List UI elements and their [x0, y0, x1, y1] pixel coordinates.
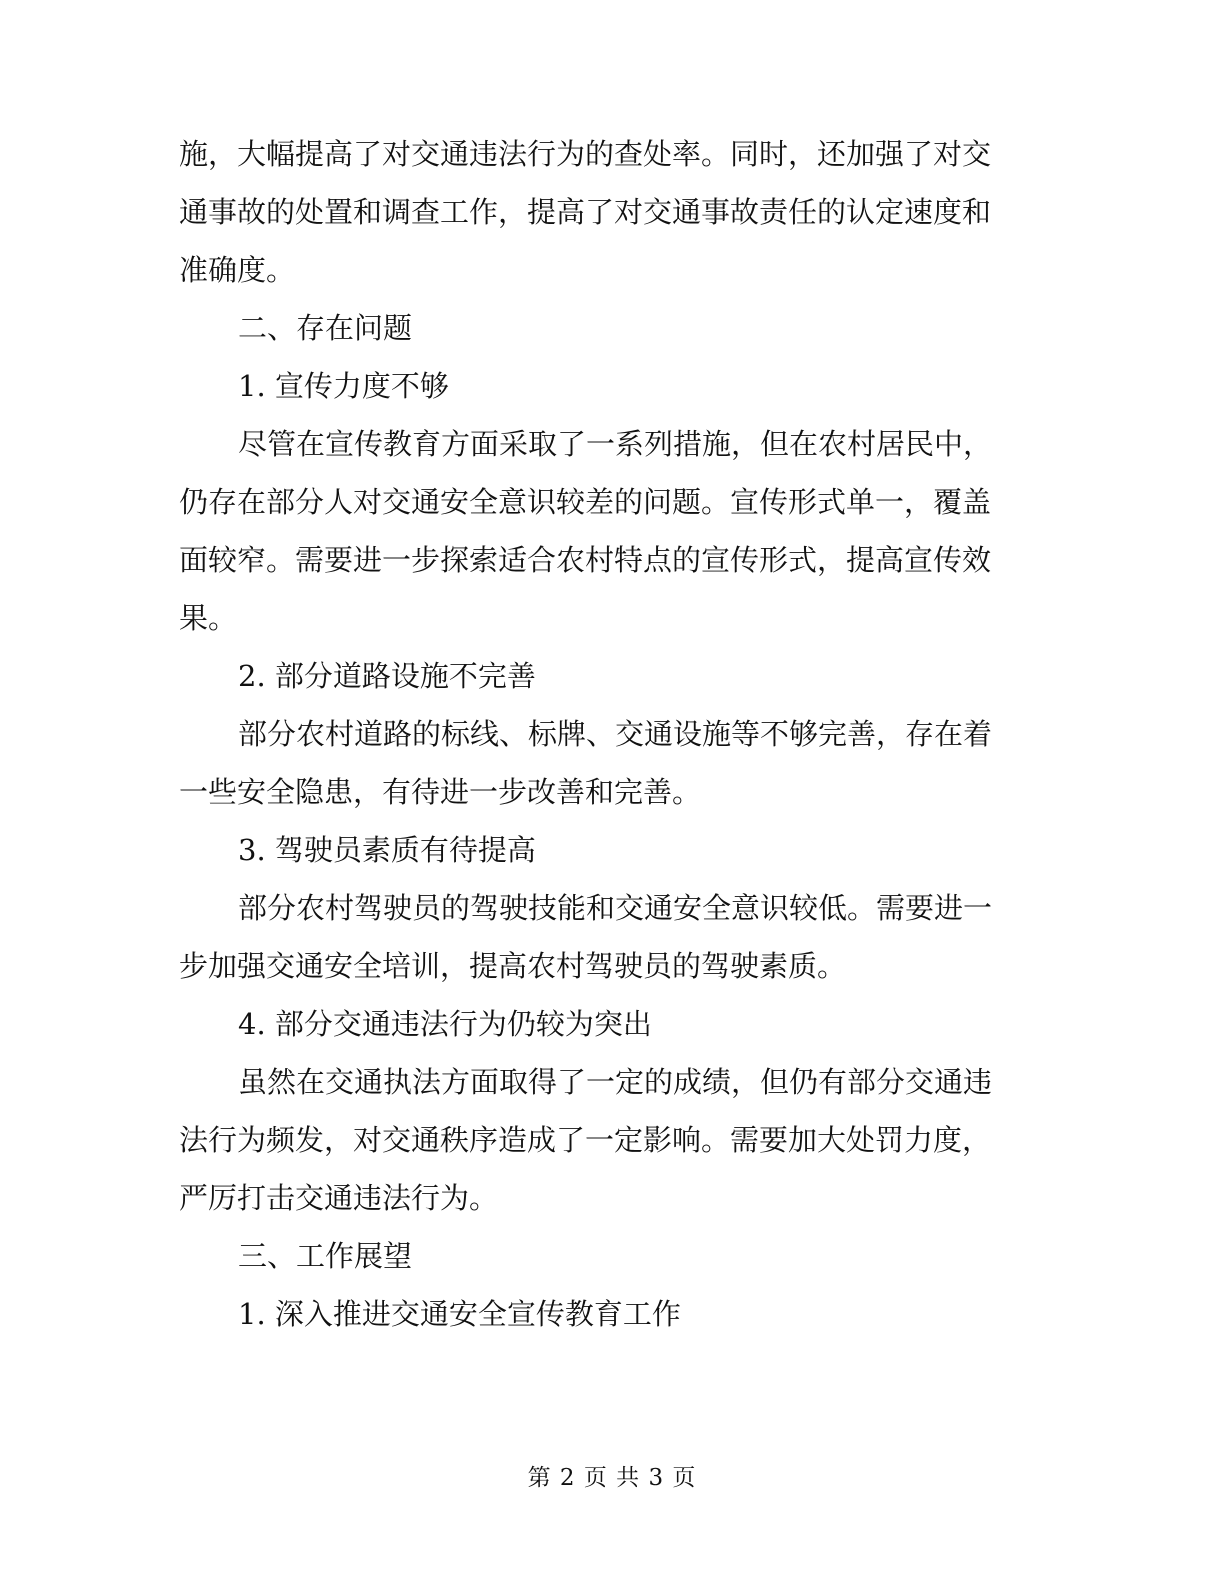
- paragraph-line: 一些安全隐患，有待进一步改善和完善。: [179, 775, 702, 809]
- paragraph-line: 果。: [179, 601, 238, 635]
- subheading-road-facilities: 2. 部分道路设施不完善: [238, 659, 536, 693]
- paragraph-line: 准确度。: [179, 253, 296, 287]
- paragraph-line: 虽然在交通执法方面取得了一定的成绩，但仍有部分交通违: [238, 1065, 993, 1099]
- body-text: [179, 125, 1015, 1343]
- page-footer: 第 2 页 共 3 页: [527, 1465, 697, 1491]
- subheading-promote-education: 1. 深入推进交通安全宣传教育工作: [238, 1297, 681, 1331]
- paragraph-line: 法行为频发，对交通秩序造成了一定影响。需要加大处罚力度，: [179, 1123, 992, 1157]
- subheading-publicity: 1. 宣传力度不够: [238, 369, 449, 403]
- subheading-driver-quality: 3. 驾驶员素质有待提高: [238, 833, 536, 867]
- paragraph-line: 通事故的处置和调查工作，提高了对交通事故责任的认定速度和: [179, 195, 992, 229]
- section-heading-outlook: 三、工作展望: [238, 1239, 413, 1273]
- paragraph-line: 施，大幅提高了对交通违法行为的查处率。同时，还加强了对交: [179, 137, 992, 171]
- paragraph-line: 步加强交通安全培训，提高农村驾驶员的驾驶素质。: [179, 949, 847, 983]
- paragraph-line: 尽管在宣传教育方面采取了一系列措施，但在农村居民中，: [238, 427, 993, 461]
- paragraph-line: 仍存在部分人对交通安全意识较差的问题。宣传形式单一，覆盖: [179, 485, 992, 519]
- paragraph-line: 面较窄。需要进一步探索适合农村特点的宣传形式，提高宣传效: [179, 543, 992, 577]
- paragraph-line: 严厉打击交通违法行为。: [179, 1181, 499, 1215]
- subheading-violations: 4. 部分交通违法行为仍较为突出: [238, 1007, 652, 1041]
- section-heading-problems: 二、存在问题: [238, 311, 413, 345]
- paragraph-line: 部分农村驾驶员的驾驶技能和交通安全意识较低。需要进一: [238, 891, 993, 925]
- paragraph-line: 部分农村道路的标线、标牌、交通设施等不够完善，存在着: [238, 717, 993, 751]
